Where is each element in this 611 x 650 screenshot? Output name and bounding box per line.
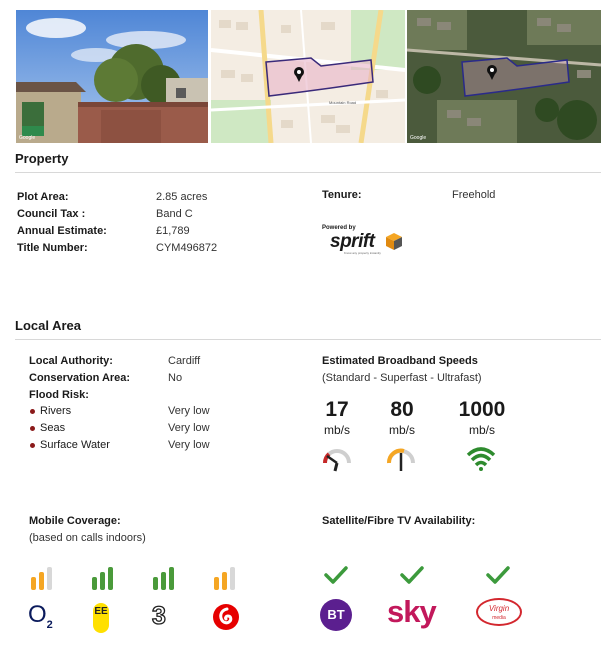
broadband-title: Estimated Broadband Speeds: [322, 355, 478, 367]
divider: [15, 172, 601, 173]
powered-by-label: Powered by: [322, 225, 356, 231]
list-bullet: [30, 426, 35, 431]
mobile-coverage-title: Mobile Coverage:: [29, 515, 121, 527]
speedometer-medium-icon: [386, 447, 416, 473]
mobile-coverage-subtitle: (based on calls indoors): [29, 532, 146, 544]
three-signal-bars-icon: [152, 566, 178, 591]
conservation-area-value: No: [168, 372, 183, 384]
superfast-speed-value: 80: [390, 398, 414, 421]
map-road-label: Mountain Road: [329, 100, 357, 105]
property-images: [16, 10, 601, 143]
plot-area-label: Plot Area:: [17, 191, 69, 203]
broadband-subtitle: (Standard - Superfast - Ultrafast): [322, 372, 482, 384]
ee-logo: EE: [93, 603, 109, 633]
flood-risk-label: Flood Risk:: [29, 389, 89, 401]
virgin-logo-text: Virgin: [488, 604, 510, 613]
vodafone-signal-bars-icon: [213, 566, 239, 591]
conservation-area-label: Conservation Area:: [29, 372, 131, 384]
ee-signal-bars-icon: [91, 566, 117, 591]
vodafone-logo: [212, 603, 240, 631]
flood-surface-water-label: Surface Water: [40, 439, 110, 451]
annual-estimate-label: Annual Estimate:: [17, 225, 107, 237]
list-bullet: [30, 409, 35, 414]
street-view-photo: [16, 10, 208, 143]
o2-logo-sub: 2: [46, 619, 53, 631]
standard-speed-unit: mb/s: [323, 423, 350, 437]
sprift-logo[interactable]: [322, 225, 407, 257]
wifi-icon: [466, 445, 496, 471]
tenure-value: Freehold: [452, 189, 496, 201]
flood-seas-label: Seas: [40, 422, 66, 434]
sprift-tagline: Know any property instantly: [344, 251, 381, 255]
speedometer-low-icon: [322, 447, 352, 473]
google-watermark: Google: [19, 135, 36, 141]
tv-availability-title: Satellite/Fibre TV Availability:: [322, 515, 476, 527]
list-bullet: [30, 443, 35, 448]
tenure-label: Tenure:: [322, 189, 362, 201]
google-watermark: Google: [410, 135, 427, 141]
local-area-section-title: Local Area: [15, 318, 81, 333]
o2-signal-bars-icon: [30, 566, 56, 591]
plot-area-value: 2.85 acres: [156, 191, 208, 203]
property-section-title: Property: [15, 151, 69, 166]
sprift-wordmark: sprift: [330, 231, 375, 252]
local-authority-value: Cardiff: [168, 355, 201, 367]
flood-rivers-value: Very low: [168, 405, 210, 417]
standard-speed-value: 17: [325, 398, 349, 421]
flood-surface-water-value: Very low: [168, 439, 210, 451]
street-map[interactable]: [211, 10, 405, 143]
bt-logo: BT: [320, 599, 352, 631]
bt-available-check-icon: [324, 566, 348, 584]
ultrafast-speed-value: 1000: [458, 398, 506, 421]
o2-logo-letter: O: [28, 601, 47, 628]
flood-rivers-label: Rivers: [40, 405, 72, 417]
ultrafast-speed-unit: mb/s: [468, 423, 495, 437]
virgin-available-check-icon: [486, 566, 510, 584]
sky-available-check-icon: [400, 566, 424, 584]
o2-logo: [28, 601, 60, 631]
three-logo: 3: [152, 602, 166, 630]
superfast-speed-unit: mb/s: [388, 423, 415, 437]
virgin-logo-sub: media: [492, 615, 506, 621]
title-number-label: Title Number:: [17, 242, 88, 254]
council-tax-value: Band C: [156, 208, 193, 220]
sprift-cube-icon: [384, 231, 404, 251]
satellite-map[interactable]: [407, 10, 601, 143]
local-authority-label: Local Authority:: [29, 355, 113, 367]
title-number-value: CYM496872: [156, 242, 218, 254]
sky-logo: sky: [387, 594, 436, 629]
flood-seas-value: Very low: [168, 422, 210, 434]
council-tax-label: Council Tax :: [17, 208, 86, 220]
divider: [15, 339, 601, 340]
virgin-media-logo: [476, 598, 522, 626]
annual-estimate-value: £1,789: [156, 225, 190, 237]
